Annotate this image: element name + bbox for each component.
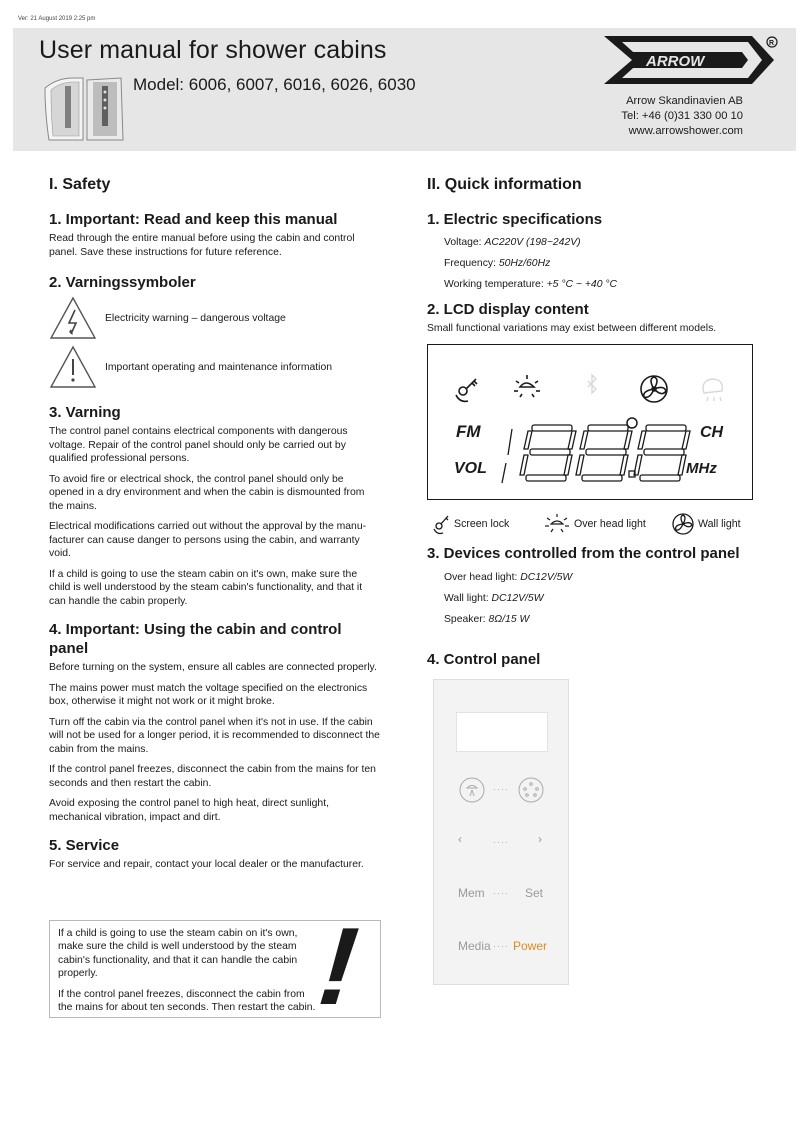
screen-lock-icon (456, 379, 477, 401)
varning-paragraph-4: If a child is going to use the steam cabin on it's own, make sure the child is well understood by the steam cabin's functionality, and that it can handle the cabin properly. (49, 568, 363, 607)
mem-button[interactable]: Mem (458, 885, 485, 900)
legend-wall-light-label: Wall light (698, 517, 741, 530)
shower-icon (703, 379, 722, 401)
legend-overhead-light-label: Over head light (574, 517, 646, 530)
lcd-digit-eight-2 (576, 425, 632, 481)
section-read-manual-text: Read through the entire manual before using the cabin and control panel. Save these instructions for future reference. (49, 233, 355, 258)
using-paragraph-3: Turn off the cabin via the control panel when it's not in use. If the cabin will not be used for a longer period, it is recommended to disconnect the cabin from the mains. (49, 716, 380, 755)
legend-screen-lock-label: Screen lock (454, 517, 510, 530)
note-paragraph-1: If a child is going to use the steam cabin on it's own, make sure the child is well understood by the steam cabin's functionality, and that it can handle the cabin properly. (58, 928, 298, 980)
svg-text:R: R (769, 40, 775, 47)
media-button[interactable]: Media (458, 938, 491, 953)
panel-dots-2: ···· (493, 836, 509, 847)
electric-specs-title: 1. Electric specifications (427, 211, 603, 228)
section-varning-title: 3. Varning (49, 404, 121, 421)
control-panel-diagram (433, 679, 569, 985)
vol-label: VOL (454, 459, 487, 477)
electric-warning-row (49, 296, 381, 342)
light-button-icon[interactable] (458, 776, 486, 804)
lcd-digit-one (502, 429, 512, 483)
arrow-logo (602, 34, 782, 88)
panel-dots-4: ···· (493, 940, 509, 951)
contact-info (621, 94, 743, 139)
using-paragraph-5: Avoid exposing the control panel to high heat, direct sunlight, mechanical vibration, impact and dirt. (49, 798, 329, 823)
lock-key-icon (431, 512, 451, 536)
lcd-legend (427, 510, 767, 540)
panel-left-arrow[interactable]: ‹ (458, 831, 462, 846)
fan-button-icon[interactable] (517, 776, 545, 804)
section-service-title: 5. Service (49, 837, 120, 854)
exclamation-mark: ! (313, 905, 364, 1028)
frequency-spec: Frequency: 50Hz/60Hz (444, 258, 551, 269)
lcd-content-title: 2. LCD display content (427, 301, 589, 318)
lcd-digit-eight-1 (520, 425, 576, 481)
overhead-light-spec: Over head light: DC12V/5W (444, 571, 573, 583)
legend-overhead-light (543, 512, 646, 536)
panel-screen (456, 712, 548, 752)
using-paragraph-1: Before turning on the system, ensure all cables are connected properly. (49, 662, 377, 673)
control-panel-title: 4. Control panel (427, 650, 541, 668)
shower-cabin-photo (43, 74, 127, 142)
phone-number: Tel: +46 (0)31 330 00 10 (621, 110, 743, 122)
page-title: User manual for shower cabins (39, 36, 387, 64)
lcd-digit-value: 18.8 (428, 344, 430, 346)
note-paragraph-2: If the control panel freezes, disconnect the cabin from the mains for about ten seconds. Then restart the cabin. (58, 988, 316, 1014)
header-banner (13, 28, 796, 151)
important-warning-row (49, 345, 381, 391)
legend-screen-lock (431, 512, 509, 536)
quick-info-heading: II. Quick information (427, 176, 582, 193)
overhead-light-icon (514, 375, 540, 397)
using-paragraph-2: The mains power must match the voltage specified on the electronics box, otherwise it might not work or it might broke. (49, 682, 368, 707)
varning-paragraph-2: To avoid fire or electrical shock, the control panel should only be opened in a dry environment and when the cabin is dismounted from the mains. (49, 473, 365, 512)
lcd-display-diagram (427, 344, 753, 500)
section-warning-symbols-title: 2. Varningssymboler (49, 274, 196, 291)
svg-text:ARROW: ARROW (646, 53, 705, 70)
safety-column (49, 176, 381, 879)
section-read-manual-title: 1. Important: Read and keep this manual (49, 211, 338, 228)
wall-light-fan-icon (641, 376, 667, 402)
voltage-spec: Voltage: AC220V (198~242V) (444, 237, 581, 248)
mhz-label: MHz (686, 459, 717, 477)
varning-paragraph-3: Electrical modifications carried out without the approval by the manufacturer can cause danger to persons using the cabin, and warranty void. (49, 521, 367, 559)
wall-light-spec: Wall light: DC12V/5W (444, 592, 544, 604)
legend-wall-light (671, 512, 741, 536)
bluetooth-icon (588, 375, 596, 393)
fm-label: FM (456, 421, 481, 441)
exclamation-warning-icon (49, 345, 97, 389)
safety-heading: I. Safety (49, 176, 111, 193)
varning-paragraph-1: The control panel contains electrical components with dangerous voltage. Repair of the control panel should only be carried out by qualified professional persons. (49, 426, 348, 464)
section-using-cabin-title: 4. Important: Using the cabin and control panel (49, 621, 342, 657)
devices-title: 3. Devices controlled from the control panel (427, 544, 740, 562)
quick-info-column (427, 176, 767, 985)
website[interactable]: www.arrowshower.com (628, 125, 743, 137)
temperature-spec: Working temperature: +5 °C ~ +40 °C (444, 279, 618, 290)
lcd-digit-eight-3 (634, 425, 690, 481)
lcd-content-text: Small functional variations may exist between different models. (427, 323, 717, 334)
panel-dots-3: ···· (493, 887, 509, 898)
ch-label: CH (700, 423, 724, 441)
using-paragraph-4: If the control panel freezes, disconnect the cabin from the mains for ten seconds and then restart the cabin. (49, 764, 376, 789)
electric-warning-label: Electricity warning – dangerous voltage (105, 313, 286, 324)
service-text: For service and repair, contact your local dealer or the manufacturer. (49, 859, 364, 870)
important-warning-label: Important operating and maintenance information (105, 362, 333, 373)
fan-icon (671, 512, 695, 536)
version-stamp: Ver: 21 August 2019 2:25 pm (18, 16, 96, 22)
lcd-segments (428, 345, 752, 499)
panel-dots-1: ···· (493, 783, 509, 794)
model-numbers: Model: 6006, 6007, 6016, 6026, 6030 (133, 75, 416, 94)
set-button[interactable]: Set (525, 885, 544, 900)
company-name: Arrow Skandinavien AB (626, 95, 743, 107)
speaker-spec: Speaker: 8Ω/15 W (444, 613, 530, 625)
overhead-lamp-icon (543, 512, 571, 536)
panel-right-arrow[interactable]: › (538, 831, 542, 846)
electricity-warning-icon (49, 296, 97, 340)
power-button[interactable]: Power (513, 938, 548, 953)
